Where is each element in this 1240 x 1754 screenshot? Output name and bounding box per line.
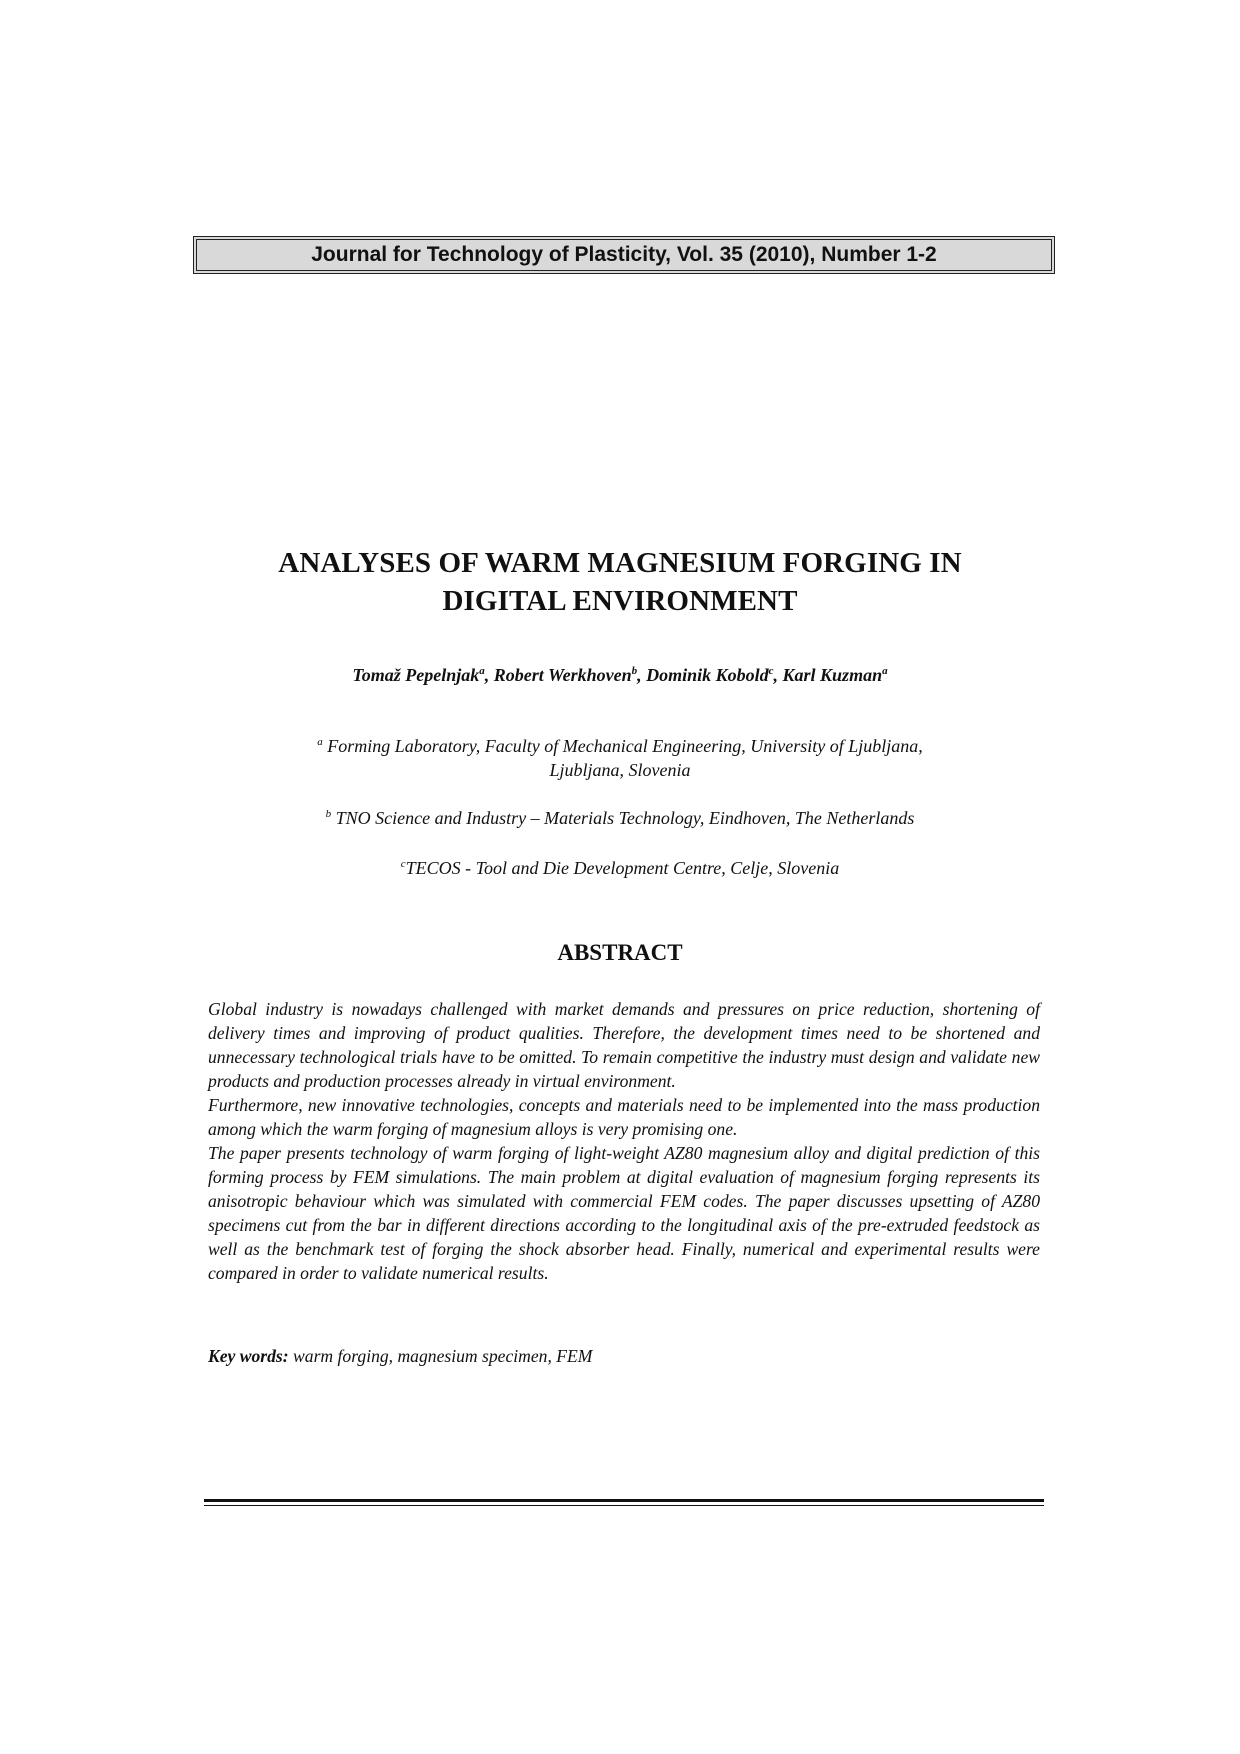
author-separator: , xyxy=(637,665,647,685)
affil-a-line-2: Ljubljana, Slovenia xyxy=(549,760,691,780)
abstract-paragraph-3: The paper presents technology of warm forging of light-weight AZ80 magnesium alloy and digital prediction of this forming process by FEM simulations. The main problem at digital evaluation of magnesium forging represents its anisotropic behaviour which was simulated with commercial FEM codes. The paper discusses upsetting of AZ80 specimens cut from the bar in different directions according to the longitudinal axis of the pre-extruded feedstock as well as the benchmark test of forging the shock absorber head. Finally, numerical and experimental results were compared in order to validate numerical results. xyxy=(208,1143,1040,1283)
author-name: Karl Kuzman xyxy=(782,665,883,685)
author-affil-mark: a xyxy=(479,665,485,677)
keywords xyxy=(208,1346,592,1367)
abstract-body xyxy=(208,997,1040,1285)
author-separator: , xyxy=(773,665,783,685)
affil-mark-a: a xyxy=(317,736,323,748)
author-affil-mark: a xyxy=(882,665,888,677)
title-line-2: DIGITAL ENVIRONMENT xyxy=(442,585,798,617)
abstract-paragraph-1: Global industry is nowadays challenged with market demands and pressures on price reduction, shortening of delivery times and improving of product qualities. Therefore, the development times need to be shortened and unnecessary technological trials have to be omitted. To remain competitive the industry must design and validate new products and production processes already in virtual environment. xyxy=(208,999,1040,1091)
journal-header-box xyxy=(193,236,1055,274)
title-line-1: ANALYSES OF WARM MAGNESIUM FORGING IN xyxy=(278,547,962,579)
affil-a-line-1: Forming Laboratory, Faculty of Mechanical Engineering, University of Ljubljana, xyxy=(322,736,923,756)
journal-header-text: Journal for Technology of Plasticity, Vol. 35 (2010), Number 1-2 xyxy=(196,239,1052,271)
author-list xyxy=(0,665,1240,686)
keywords-label: Key words: xyxy=(208,1346,289,1366)
author-name: Robert Werkhoven xyxy=(493,665,632,685)
affil-b-line-1: TNO Science and Industry – Materials Technology, Eindhoven, The Netherlands xyxy=(331,808,915,828)
affil-mark-c: c xyxy=(400,858,406,870)
author-affil-mark: b xyxy=(631,665,638,677)
affiliation-b xyxy=(0,802,1240,830)
author-name: Dominik Kobold xyxy=(646,665,769,685)
affil-mark-b: b xyxy=(325,808,332,820)
affiliation-c xyxy=(0,852,1240,880)
footer-rule-thick xyxy=(204,1499,1044,1502)
author-affil-mark: c xyxy=(768,665,774,677)
paper-title xyxy=(0,544,1240,620)
abstract-heading: ABSTRACT xyxy=(557,940,683,965)
author-separator: , xyxy=(484,665,494,685)
affiliation-a xyxy=(0,730,1240,782)
footer-rule-thin xyxy=(204,1505,1044,1506)
author-name: Tomaž Pepelnjak xyxy=(352,665,480,685)
keywords-text: warm forging, magnesium specimen, FEM xyxy=(288,1346,593,1366)
abstract-paragraph-2: Furthermore, new innovative technologies, concepts and materials need to be implemented into the mass production among which the warm forging of magnesium alloys is very promising one. xyxy=(208,1095,1040,1139)
affil-c-line-1: TECOS - Tool and Die Development Centre, Celje, Slovenia xyxy=(405,858,840,878)
